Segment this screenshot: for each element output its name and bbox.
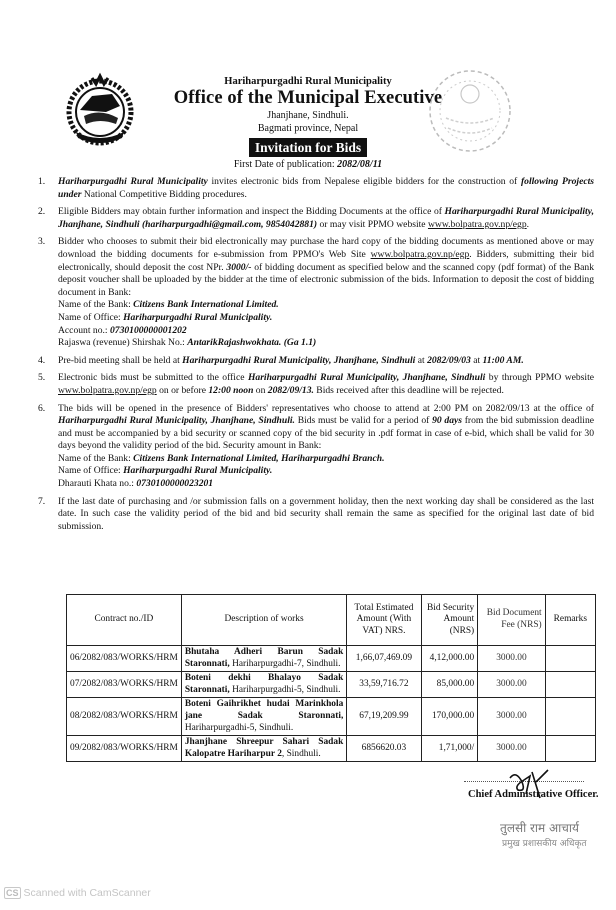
col-bid-security: Bid Security Amount (NRS) xyxy=(421,595,478,646)
contract-id-cell: 06/2082/083/WORKS/HRM xyxy=(67,646,182,672)
clause-number: 7. xyxy=(38,495,46,507)
work-name: Jhanjhane Shreepur Sahari Sadak Kalopatre Hariharpur 2 xyxy=(184,737,344,759)
clause-text-segment: invites electronic bids from Nepalese eligible bidders for the construction of xyxy=(207,176,521,187)
notice-title-banner xyxy=(0,139,616,157)
table-header-row xyxy=(67,595,596,646)
clause-text xyxy=(58,403,594,491)
clause-text-segment: at xyxy=(415,354,428,366)
clause-text-segment: on or before xyxy=(156,384,209,396)
stamp-name-nepali: तुलसी राम आचार्य xyxy=(500,821,579,835)
emphasis-text: Hariharpurgadhi Rural Municipality, Jhanjhane, Sindhuli xyxy=(247,372,486,384)
table-row xyxy=(67,698,596,736)
bids-table xyxy=(66,594,596,762)
emphasis-text: Hariharpurgadhi Rural Municipality, Jhanjhane, Sindhuli xyxy=(182,354,416,366)
clause-number: 5. xyxy=(38,372,46,384)
col-remarks: Remarks xyxy=(545,595,595,646)
clause-number: 1. xyxy=(38,176,46,187)
bank-detail-label: Name of the Bank: xyxy=(58,299,134,311)
work-name: Boteni Gaihrikhet hudai Marinkhola jane Sadak Staronnati, xyxy=(184,699,344,721)
bank-detail-label: Rajaswa (revenue) Shirshak No.: xyxy=(58,337,188,349)
document-fee-cell: 3000.00 xyxy=(478,646,546,672)
emphasis-text: Hariharpurgadhi Rural Municipality, Jhanjhane, Sindhuli. xyxy=(58,415,295,427)
clause-text-segment: The bids will be opened in the presence of Bidders' representatives who choose to attend at 2:00 PM on 2082/09/13 at the office of xyxy=(58,402,594,414)
clause-text-segment: or may visit PPMO website xyxy=(317,218,428,230)
description-cell xyxy=(181,672,346,698)
emphasis-text: Hariharpurgadhi Rural Municipality, Jhanjhane, Sindhuli (hariharpurgadhi@gmail.com, 9854042881) xyxy=(58,206,594,230)
clause-text-segment: Electronic bids must be submitted to the office xyxy=(58,372,248,384)
remarks-cell xyxy=(545,672,595,698)
work-location: Hariharpurgadhi-5, Sindhuli. xyxy=(229,684,341,695)
clause-text-segment: at xyxy=(470,354,483,366)
emphasis-text: 90 days xyxy=(432,415,462,427)
ppmo-website-link[interactable]: www.bolpatra.gov.np/egp xyxy=(58,384,157,396)
stamp-role-nepali: प्रमुख प्रशासकीय अधिकृत xyxy=(502,839,587,849)
emphasis-text: 3000/- xyxy=(226,261,252,273)
clause-text xyxy=(58,355,594,368)
clause-text-segment: Pre-bid meeting shall be held at xyxy=(58,354,183,366)
emphasis-text: 12:00 noon xyxy=(208,384,254,396)
ppmo-website-link[interactable]: www.bolpatra.gov.np/egp xyxy=(427,218,527,230)
clause-text xyxy=(58,176,594,201)
clause-text-segment: . xyxy=(526,218,530,230)
document-fee-cell: 3000.00 xyxy=(478,672,546,698)
document-fee-cell: 3000.00 xyxy=(478,736,546,762)
clause-4 xyxy=(38,355,594,368)
contract-id-cell: 07/2082/083/WORKS/HRM xyxy=(67,672,182,698)
bank-detail-line xyxy=(58,453,594,466)
camscanner-text: Scanned with CamScanner xyxy=(23,887,151,899)
remarks-cell xyxy=(545,646,595,672)
clause-text-segment: by through PPMO website xyxy=(485,372,594,384)
clause-text-segment: on xyxy=(253,384,268,396)
work-location: Hariharpurgadhi-5, Sindhuli. xyxy=(184,722,294,733)
camscanner-logo-icon: CS xyxy=(6,888,19,898)
clause-text xyxy=(58,236,594,349)
clause-text-segment: Bids received after this deadline will be rejected. xyxy=(313,384,504,396)
clause-number: 2. xyxy=(38,206,46,218)
bid-security-cell: 85,000.00 xyxy=(421,672,478,698)
address-line-1: Jhanjhane, Sindhuli. xyxy=(267,110,349,121)
clause-3 xyxy=(38,236,594,349)
bank-detail-value: Hariharpurgadhi Rural Municipality. xyxy=(123,311,273,323)
bank-detail-line xyxy=(58,337,594,350)
notice-title: Invitation for Bids xyxy=(249,138,367,157)
bank-detail-value: Citizens Bank International Limited. xyxy=(133,299,279,311)
clause-text-segment: If the last date of purchasing and /or submission falls on a government holiday, then the next working day shall be considered as the last date. In such case the validity period of the bid and bid security shall remain the same as specified for the original last date of bid submission. xyxy=(58,495,594,532)
table-row xyxy=(67,646,596,672)
camscanner-watermark xyxy=(4,887,151,899)
clause-number: 4. xyxy=(38,354,46,366)
description-cell xyxy=(181,698,346,736)
clause-text-segment: of bidding document as specified below and the scanned copy (pdf format) of the Bank deposit voucher shall be uploaded by the bidder at the time of electronic submission of the bids. Information to deposit the cost of bidding document in Bank: xyxy=(58,261,595,298)
col-total-amount: Total Estimated Amount (With VAT) NRS. xyxy=(347,595,421,646)
total-amount-cell: 1,66,07,469.09 xyxy=(347,646,421,672)
total-amount-cell: 6856620.03 xyxy=(347,736,421,762)
work-location: Hariharpurgadhi-7, Sindhuli. xyxy=(229,658,341,669)
remarks-cell xyxy=(545,698,595,736)
bid-security-cell: 1,71,000/ xyxy=(421,736,478,762)
col-document-fee: Bid Document Fee (NRS) xyxy=(478,595,546,646)
table-row xyxy=(67,736,596,762)
total-amount-cell: 67,19,209.99 xyxy=(347,698,421,736)
clause-text-segment: . Bidders, submitting their bid electronically, should deposit the cost NPr. xyxy=(58,248,594,273)
clause-7 xyxy=(38,496,594,534)
work-location: , Sindhuli. xyxy=(281,748,321,759)
clause-text-segment: Bids must be valid for a period of xyxy=(294,415,433,427)
bank-detail-label: Name of Office: xyxy=(58,311,124,323)
clause-text-segment: Eligible Bidders may obtain further information and inspect the Bidding Documents at the office of xyxy=(58,206,445,218)
col-description: Description of works xyxy=(181,595,346,646)
bank-detail-value: AntarikRajashwokhata. (Ga 1.1) xyxy=(187,337,317,349)
clause-text-segment: Bidder who chooses to submit their bid electronically may purchase the hard copy of the bidding documents as mentioned above or may download the bidding documents for e-submission from PPMO's Web Site xyxy=(58,236,594,260)
clause-text-segment: from the bid submission deadline and must be accompanied by a bid security or scanned copy of the bid security in .pdf format in case of e-bid, which shall be valid for 30 days beyond the validity period of the bid. Security amount in Bank: xyxy=(58,415,594,452)
bid-security-cell: 170,000.00 xyxy=(421,698,478,736)
bank-detail-label: Name of Office: xyxy=(58,465,124,477)
signatory-title: Chief Administrative Officer. xyxy=(468,789,599,800)
bank-detail-value: 0730100000023201 xyxy=(136,478,214,490)
remarks-cell xyxy=(545,736,595,762)
bank-detail-label: Dharauti Khata no.: xyxy=(58,478,137,490)
clause-1 xyxy=(38,176,594,201)
col-contract-id: Contract no./ID xyxy=(67,595,182,646)
bank-detail-value: Hariharpurgadhi Rural Municipality. xyxy=(123,465,273,477)
bank-detail-value: Citizens Bank International Limited, Hariharpurgadhi Branch. xyxy=(133,452,385,464)
bank-detail-label: Name of the Bank: xyxy=(58,452,134,464)
publication-label: First Date of publication: xyxy=(233,159,338,170)
clause-6 xyxy=(38,403,594,491)
bank-detail-line xyxy=(58,325,594,338)
emphasis-text: following Projects under xyxy=(58,176,594,200)
emphasis-text: 11:00 AM. xyxy=(482,354,524,366)
clause-number: 3. xyxy=(38,236,46,248)
bank-detail-value: 0730100000001202 xyxy=(109,324,187,336)
document-fee-cell: 3000.00 xyxy=(478,698,546,736)
clause-5 xyxy=(38,372,594,397)
contract-id-cell: 09/2082/083/WORKS/HRM xyxy=(67,736,182,762)
description-cell xyxy=(181,646,346,672)
total-amount-cell: 33,59,716.72 xyxy=(347,672,421,698)
bank-detail-line xyxy=(58,478,594,491)
clause-2 xyxy=(38,206,594,231)
emphasis-text: 2082/09/13. xyxy=(267,384,314,396)
clause-number: 6. xyxy=(38,402,46,414)
emphasis-text: Hariharpurgadhi Rural Municipality xyxy=(58,176,208,187)
clause-text xyxy=(58,496,594,534)
bank-detail-line xyxy=(58,312,594,325)
publication-date-line xyxy=(0,159,616,170)
office-title: Office of the Municipal Executive xyxy=(173,88,443,108)
emphasis-text: 2082/09/03 xyxy=(427,354,471,366)
work-name: Boteni dekhi Bhalayo Sadak Staronnati, xyxy=(184,673,344,695)
clause-text xyxy=(58,206,594,231)
work-name: Bhutaha Adheri Barun Sadak Staronnati, xyxy=(184,647,344,669)
ppmo-website-link[interactable]: www.bolpatra.gov.np/egp xyxy=(370,248,470,260)
bank-detail-line xyxy=(58,299,594,312)
clause-text xyxy=(58,372,594,397)
notice-clauses xyxy=(38,176,594,538)
municipality-name: Hariharpurgadhi Rural Municipality xyxy=(224,76,392,87)
publication-date: 2082/08/11 xyxy=(337,159,383,170)
bid-security-cell: 4,12,000.00 xyxy=(421,646,478,672)
bank-detail-label: Account no.: xyxy=(58,324,110,336)
clause-text-segment: National Competitive Bidding procedures. xyxy=(81,188,247,200)
description-cell xyxy=(181,736,346,762)
contract-id-cell: 08/2082/083/WORKS/HRM xyxy=(67,698,182,736)
bank-detail-line xyxy=(58,465,594,478)
address-line-2: Bagmati province, Nepal xyxy=(257,123,359,134)
table-row xyxy=(67,672,596,698)
